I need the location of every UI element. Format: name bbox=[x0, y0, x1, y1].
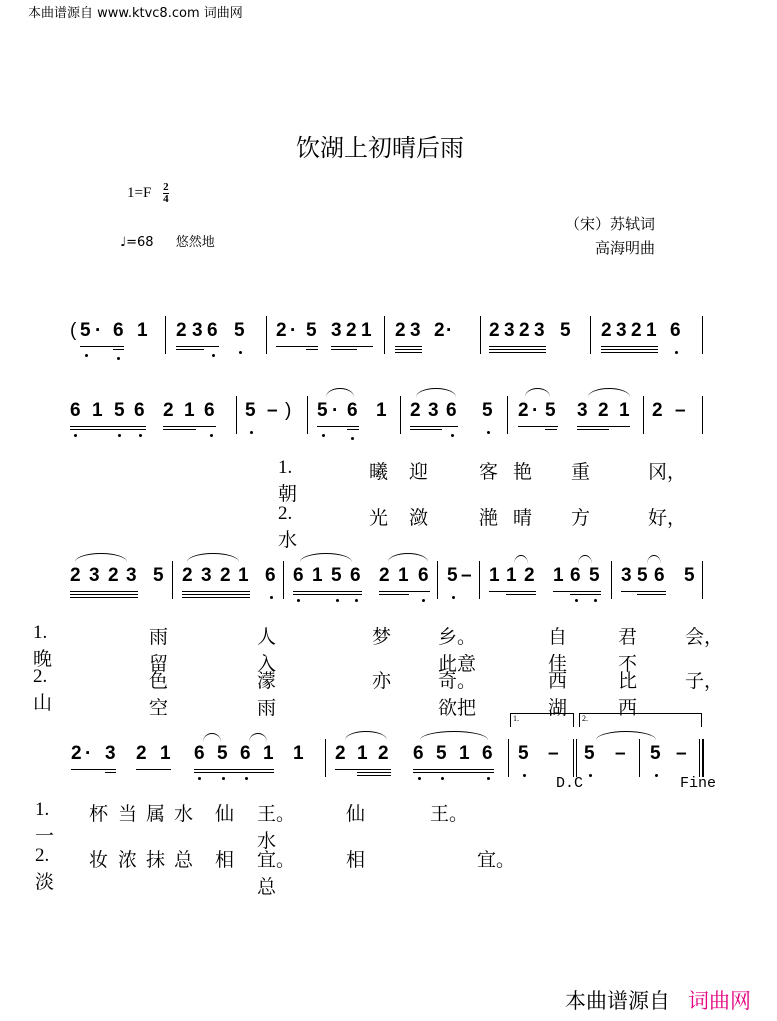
rest-dash: – bbox=[615, 743, 626, 764]
rest-dash: – bbox=[676, 743, 687, 764]
note: 2 bbox=[378, 743, 389, 764]
note: 3 bbox=[428, 400, 439, 421]
note: 6 bbox=[240, 743, 251, 764]
note: 5 bbox=[80, 320, 91, 341]
note: 5 bbox=[114, 400, 125, 421]
note: 2 bbox=[601, 320, 612, 341]
note: 2 bbox=[410, 400, 421, 421]
note: 3 bbox=[126, 565, 137, 586]
note: 5 bbox=[560, 320, 571, 341]
dot-aug: · bbox=[332, 400, 339, 421]
note: 2 bbox=[598, 400, 609, 421]
note: 1 bbox=[263, 743, 274, 764]
note: 1 bbox=[489, 565, 500, 586]
note: 1 bbox=[238, 565, 249, 586]
note: 3 bbox=[621, 565, 632, 586]
site-header: 本曲谱源自 www.ktvc8.com 词曲网 bbox=[28, 6, 243, 21]
note: 6 bbox=[70, 400, 81, 421]
note: 2 bbox=[489, 320, 500, 341]
note: 5 bbox=[217, 743, 228, 764]
volta-1: 1. bbox=[510, 713, 574, 727]
note: 2 bbox=[182, 565, 193, 586]
note: 5 bbox=[518, 743, 529, 764]
note: 1 bbox=[357, 743, 368, 764]
dot-aug: · bbox=[446, 320, 453, 341]
paren-open: ( bbox=[70, 320, 77, 341]
note: 3 bbox=[504, 320, 515, 341]
note: 6 bbox=[347, 400, 358, 421]
note: 6 bbox=[265, 565, 276, 586]
note: 6 bbox=[204, 400, 215, 421]
rest-dash: – bbox=[675, 400, 686, 421]
fine-marking: Fine bbox=[680, 775, 717, 792]
note: 3 bbox=[410, 320, 421, 341]
note: 5 bbox=[245, 400, 256, 421]
song-title: 饮湖上初晴后雨 bbox=[296, 134, 464, 162]
note: 1 bbox=[398, 565, 409, 586]
note: 1 bbox=[184, 400, 195, 421]
expression-text: 悠然地 bbox=[175, 235, 215, 250]
time-signature: $\frac{2}{4}$ bbox=[163, 181, 169, 205]
note: 5 bbox=[584, 743, 595, 764]
note: 2 bbox=[220, 565, 231, 586]
note: 2 bbox=[276, 320, 287, 341]
note: 6 bbox=[194, 743, 205, 764]
rest-dash: – bbox=[267, 400, 278, 421]
staff-row-1 bbox=[0, 320, 777, 380]
note: 1 bbox=[160, 743, 171, 764]
note: 5 bbox=[637, 565, 648, 586]
note: 2 bbox=[524, 565, 535, 586]
note: 2 bbox=[379, 565, 390, 586]
note: 6 bbox=[207, 320, 218, 341]
note: 2 bbox=[434, 320, 445, 341]
dc-marking: D.C bbox=[556, 775, 584, 792]
key-label: 1=F bbox=[127, 184, 152, 201]
staff-row-3 bbox=[0, 565, 777, 625]
note: 5 bbox=[447, 565, 458, 586]
note: 5 bbox=[234, 320, 245, 341]
note: 2 bbox=[631, 320, 642, 341]
note: 6 bbox=[654, 565, 665, 586]
note: 2 bbox=[346, 320, 357, 341]
dot-aug: · bbox=[290, 320, 297, 341]
note: 5 bbox=[153, 565, 164, 586]
note: 3 bbox=[577, 400, 588, 421]
footer-watermark bbox=[565, 985, 751, 1015]
note: 2 bbox=[652, 400, 663, 421]
rest-dash: – bbox=[548, 743, 559, 764]
note: 2 bbox=[395, 320, 406, 341]
staff-row-2 bbox=[0, 400, 777, 460]
note: 5 bbox=[650, 743, 661, 764]
note: 2 bbox=[71, 743, 82, 764]
dot-aug: · bbox=[532, 400, 539, 421]
note: 2 bbox=[519, 320, 530, 341]
tempo-marking bbox=[120, 231, 215, 250]
note: 1 bbox=[361, 320, 372, 341]
note: 6 bbox=[293, 565, 304, 586]
note: 2 bbox=[70, 565, 81, 586]
note: 5 bbox=[684, 565, 695, 586]
note: 3 bbox=[89, 565, 100, 586]
note: 6 bbox=[413, 743, 424, 764]
note: 1 bbox=[459, 743, 470, 764]
note: 1 bbox=[312, 565, 323, 586]
note: 2 bbox=[176, 320, 187, 341]
note: 5 bbox=[482, 400, 493, 421]
note: 6 bbox=[570, 565, 581, 586]
note: 2 bbox=[108, 565, 119, 586]
note: 2 bbox=[518, 400, 529, 421]
note: 1 bbox=[646, 320, 657, 341]
note: 3 bbox=[105, 743, 116, 764]
note: 5 bbox=[331, 565, 342, 586]
composer: 高海明曲 bbox=[594, 239, 655, 257]
note: 5 bbox=[317, 400, 328, 421]
note: 5 bbox=[306, 320, 317, 341]
tempo-value: ♩=68 bbox=[120, 235, 154, 250]
rest-dash: – bbox=[461, 565, 472, 586]
dot-aug: · bbox=[95, 320, 102, 341]
lyricist: （宋）苏轼词 bbox=[564, 215, 655, 233]
dot-aug: · bbox=[85, 743, 92, 764]
note: 6 bbox=[134, 400, 145, 421]
note: 3 bbox=[616, 320, 627, 341]
note: 3 bbox=[201, 565, 212, 586]
note: 1 bbox=[619, 400, 630, 421]
note: 5 bbox=[436, 743, 447, 764]
note: 3 bbox=[331, 320, 342, 341]
footer-brand-1: 本曲谱源自 bbox=[565, 989, 670, 1013]
note: 3 bbox=[534, 320, 545, 341]
note: 1 bbox=[92, 400, 103, 421]
paren-close: ) bbox=[285, 400, 292, 421]
note: 5 bbox=[545, 400, 556, 421]
note: 6 bbox=[482, 743, 493, 764]
note: 5 bbox=[589, 565, 600, 586]
credits bbox=[565, 212, 655, 260]
note: 1 bbox=[376, 400, 387, 421]
note: 3 bbox=[192, 320, 203, 341]
note: 2 bbox=[163, 400, 174, 421]
note: 6 bbox=[446, 400, 457, 421]
note: 2 bbox=[335, 743, 346, 764]
footer-brand-2: 词曲网 bbox=[688, 989, 751, 1013]
note: 6 bbox=[418, 565, 429, 586]
note: 6 bbox=[113, 320, 124, 341]
note: 1 bbox=[137, 320, 148, 341]
volta-2: 2. bbox=[579, 713, 702, 727]
note: 6 bbox=[350, 565, 361, 586]
note: 1 bbox=[293, 743, 304, 764]
key-signature bbox=[127, 182, 169, 205]
note: 6 bbox=[670, 320, 681, 341]
note: 1 bbox=[553, 565, 564, 586]
staff-row-4 bbox=[0, 743, 777, 803]
note: 1 bbox=[506, 565, 517, 586]
note: 2 bbox=[136, 743, 147, 764]
